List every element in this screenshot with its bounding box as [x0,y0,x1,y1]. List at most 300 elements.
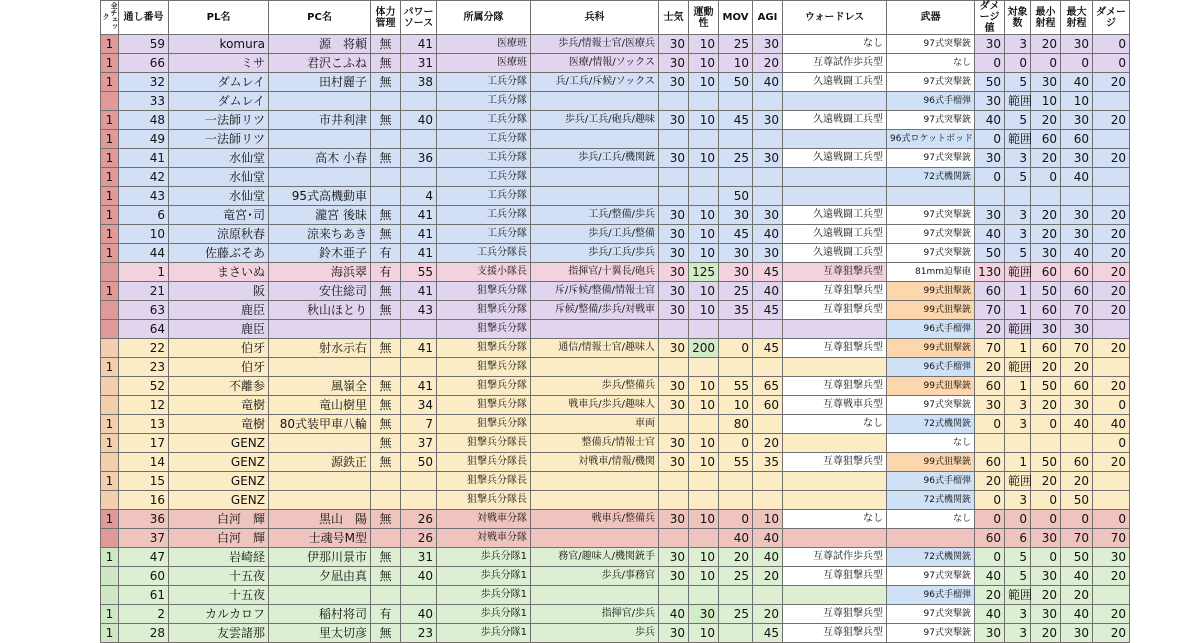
table-cell[interactable]: 40 [1061,73,1093,92]
table-cell[interactable]: 97式突撃銃 [887,396,975,415]
table-cell[interactable]: 70 [1093,529,1130,548]
table-cell[interactable] [401,92,437,111]
table-cell[interactable]: 10 [689,434,719,453]
table-cell[interactable]: 81mm迫撃砲 [887,263,975,282]
table-cell[interactable]: 65 [753,377,783,396]
table-cell[interactable]: 25 [719,605,753,624]
table-cell[interactable]: 0 [1061,54,1093,73]
table-cell[interactable]: 55 [719,377,753,396]
table-cell[interactable]: 36 [119,510,169,529]
table-cell[interactable]: 久遠戦闘工兵型 [783,149,887,168]
table-cell[interactable]: 互尊狙撃兵型 [783,339,887,358]
table-cell[interactable]: 99式狙撃銃 [887,282,975,301]
table-cell[interactable]: 0 [1093,35,1130,54]
table-cell[interactable]: 12 [119,396,169,415]
table-cell[interactable]: 無 [371,73,401,92]
table-cell[interactable]: 42 [119,168,169,187]
table-cell[interactable] [1061,187,1093,206]
table-cell[interactable] [689,130,719,149]
table-cell[interactable]: 狙撃兵分隊長 [437,491,531,510]
table-cell[interactable]: 40 [401,111,437,130]
table-cell[interactable]: 無 [371,54,401,73]
table-cell[interactable]: 40 [659,605,689,624]
table-cell[interactable]: 互尊狙撃兵型 [783,567,887,586]
column-header[interactable]: 武器 [887,1,975,35]
table-cell[interactable]: 互尊試作歩兵型 [783,54,887,73]
table-cell[interactable]: 30 [1061,111,1093,130]
table-cell[interactable]: 96式手榴弾 [887,472,975,491]
table-cell[interactable]: 60 [1031,301,1061,320]
table-cell[interactable]: 狙撃兵分隊 [437,415,531,434]
table-cell[interactable]: 無 [371,149,401,168]
table-cell[interactable]: 田村麗子 [269,73,371,92]
table-cell[interactable]: 96式ロケットボッド [887,130,975,149]
table-cell[interactable]: 5 [1005,111,1031,130]
table-cell[interactable]: 45 [719,111,753,130]
table-cell[interactable]: 0 [1031,168,1061,187]
table-cell[interactable]: 20 [1093,149,1130,168]
table-cell[interactable]: 鹿臣 [169,320,269,339]
table-cell[interactable]: 狙撃兵分隊 [437,358,531,377]
table-cell[interactable]: 10 [719,54,753,73]
table-cell[interactable]: 44 [119,244,169,263]
table-cell[interactable]: 40 [975,225,1005,244]
table-cell[interactable]: 兵/工兵/斥候/ソックス [531,73,659,92]
table-cell[interactable]: 鹿臣 [169,301,269,320]
table-cell[interactable]: 工兵分隊 [437,73,531,92]
table-cell[interactable]: 96式手榴弾 [887,320,975,339]
table-cell[interactable] [401,320,437,339]
table-cell[interactable]: 君沢こふね [269,54,371,73]
table-cell[interactable] [401,168,437,187]
table-cell[interactable] [689,472,719,491]
table-cell[interactable] [531,320,659,339]
table-cell[interactable]: 96式手榴弾 [887,586,975,605]
table-cell[interactable]: 61 [119,586,169,605]
table-cell[interactable] [1093,130,1130,149]
table-cell[interactable]: 1 [101,149,119,168]
table-cell[interactable]: 99式狙撃銃 [887,453,975,472]
table-cell[interactable] [371,168,401,187]
table-cell[interactable] [269,168,371,187]
table-cell[interactable]: 範囲 [1005,472,1031,491]
table-cell[interactable]: 10 [119,225,169,244]
table-cell[interactable]: 72式機関銃 [887,548,975,567]
table-cell[interactable] [401,358,437,377]
table-cell[interactable]: 1 [101,434,119,453]
column-header[interactable]: 所属分隊 [437,1,531,35]
table-cell[interactable]: 60 [1031,130,1061,149]
table-cell[interactable]: GENZ [169,434,269,453]
table-cell[interactable] [401,472,437,491]
table-cell[interactable] [659,491,689,510]
table-cell[interactable]: 範囲 [1005,263,1031,282]
table-cell[interactable]: 互尊狙撃兵型 [783,301,887,320]
table-cell[interactable]: 30 [719,244,753,263]
table-cell[interactable]: 十五夜 [169,586,269,605]
table-cell[interactable]: 60 [1031,339,1061,358]
table-cell[interactable]: 50 [1031,453,1061,472]
table-cell[interactable]: 無 [371,548,401,567]
table-cell[interactable]: 歩兵分隊1 [437,567,531,586]
table-cell[interactable]: 66 [119,54,169,73]
table-cell[interactable]: 20 [1031,225,1061,244]
table-cell[interactable]: 務官/趣味人/機関銃手 [531,548,659,567]
table-cell[interactable]: 狙撃兵分隊 [437,320,531,339]
table-cell[interactable]: 1 [101,472,119,491]
table-cell[interactable]: 30 [975,624,1005,643]
table-cell[interactable]: 20 [1093,453,1130,472]
table-cell[interactable] [531,529,659,548]
table-cell[interactable]: 久遠戦闘工兵型 [783,225,887,244]
table-cell[interactable]: 30 [753,111,783,130]
table-cell[interactable] [689,168,719,187]
table-cell[interactable]: 30 [659,35,689,54]
table-cell[interactable]: 59 [119,35,169,54]
table-cell[interactable]: 10 [689,567,719,586]
table-cell[interactable] [101,453,119,472]
table-cell[interactable]: 無 [371,282,401,301]
table-cell[interactable]: 狙撃兵分隊 [437,377,531,396]
table-cell[interactable]: 70 [1061,339,1093,358]
table-cell[interactable]: 竜宮･司 [169,206,269,225]
table-cell[interactable] [659,92,689,111]
table-cell[interactable]: 23 [119,358,169,377]
table-cell[interactable]: 20 [1093,282,1130,301]
table-cell[interactable] [753,586,783,605]
table-cell[interactable]: 0 [719,510,753,529]
table-cell[interactable] [753,491,783,510]
table-cell[interactable] [719,491,753,510]
table-cell[interactable]: 斥/斥候/整備/情報士官 [531,282,659,301]
table-cell[interactable] [531,358,659,377]
table-cell[interactable]: 20 [1093,244,1130,263]
table-cell[interactable] [1093,187,1130,206]
table-cell[interactable] [371,130,401,149]
table-cell[interactable] [753,320,783,339]
table-cell[interactable] [1031,187,1061,206]
table-cell[interactable] [659,358,689,377]
table-cell[interactable]: 16 [119,491,169,510]
table-cell[interactable]: 21 [119,282,169,301]
table-cell[interactable]: 60 [975,377,1005,396]
table-cell[interactable]: 80式装甲車八輪 [269,415,371,434]
table-cell[interactable]: 10 [689,35,719,54]
table-cell[interactable] [783,586,887,605]
table-cell[interactable]: 1 [101,244,119,263]
table-cell[interactable]: 歩兵 [531,624,659,643]
table-cell[interactable]: 歩兵分隊1 [437,586,531,605]
table-cell[interactable]: 130 [975,263,1005,282]
table-cell[interactable]: 10 [689,111,719,130]
table-cell[interactable]: 25 [719,35,753,54]
table-cell[interactable]: 40 [753,225,783,244]
table-cell[interactable]: 30 [1061,225,1093,244]
column-header[interactable]: PC名 [269,1,371,35]
table-cell[interactable]: 40 [1061,415,1093,434]
table-cell[interactable]: 伯牙 [169,358,269,377]
table-cell[interactable]: 40 [1061,567,1093,586]
table-cell[interactable]: 30 [659,73,689,92]
table-cell[interactable]: 97式突撃銃 [887,244,975,263]
table-cell[interactable] [101,396,119,415]
table-cell[interactable] [371,529,401,548]
table-cell[interactable]: 40 [1061,605,1093,624]
table-cell[interactable]: 30 [659,225,689,244]
table-cell[interactable]: 45 [753,301,783,320]
table-cell[interactable]: 26 [401,510,437,529]
table-cell[interactable]: 40 [401,567,437,586]
table-cell[interactable]: 無 [371,567,401,586]
table-cell[interactable]: 70 [975,301,1005,320]
table-cell[interactable] [1005,434,1031,453]
table-cell[interactable]: 200 [689,339,719,358]
table-cell[interactable]: 60 [975,453,1005,472]
table-cell[interactable]: 3 [1005,415,1031,434]
table-cell[interactable]: 20 [975,472,1005,491]
table-cell[interactable]: 対戦車/情報/機関 [531,453,659,472]
table-cell[interactable]: 戦車兵/整備兵 [531,510,659,529]
table-cell[interactable]: 互尊狙撃兵型 [783,605,887,624]
table-cell[interactable]: 30 [1031,605,1061,624]
table-cell[interactable]: 20 [1093,263,1130,282]
table-cell[interactable]: 無 [371,35,401,54]
column-header[interactable]: 最大射程 [1061,1,1093,35]
table-cell[interactable]: 30 [659,282,689,301]
table-cell[interactable] [531,92,659,111]
table-cell[interactable]: 30 [1093,548,1130,567]
table-cell[interactable]: 無 [371,339,401,358]
column-header[interactable]: 兵科 [531,1,659,35]
table-cell[interactable]: 41 [401,339,437,358]
table-cell[interactable]: 戦車兵/歩兵/趣味人 [531,396,659,415]
table-cell[interactable]: 狙撃兵分隊長 [437,453,531,472]
table-cell[interactable]: 45 [753,263,783,282]
table-cell[interactable]: 支援小隊長 [437,263,531,282]
table-cell[interactable] [1061,434,1093,453]
table-cell[interactable]: 1 [101,510,119,529]
table-cell[interactable]: 96式手榴弾 [887,358,975,377]
table-cell[interactable]: 30 [1031,244,1061,263]
table-cell[interactable]: 13 [119,415,169,434]
table-cell[interactable] [269,358,371,377]
table-cell[interactable] [371,472,401,491]
table-cell[interactable]: 1 [101,415,119,434]
table-cell[interactable]: 72式機関銃 [887,168,975,187]
table-cell[interactable]: 20 [753,434,783,453]
table-cell[interactable]: 10 [689,244,719,263]
table-cell[interactable]: 一法師リツ [169,130,269,149]
table-cell[interactable]: 60 [1061,453,1093,472]
table-cell[interactable]: 97式突撃銃 [887,567,975,586]
table-cell[interactable]: 5 [1005,548,1031,567]
table-cell[interactable] [719,624,753,643]
table-cell[interactable] [659,472,689,491]
table-cell[interactable]: 72式機関銃 [887,491,975,510]
table-cell[interactable]: 十五夜 [169,567,269,586]
table-cell[interactable]: 夕凪由真 [269,567,371,586]
table-cell[interactable]: 水仙堂 [169,187,269,206]
table-cell[interactable]: 30 [659,453,689,472]
table-cell[interactable]: 久遠戦闘工兵型 [783,111,887,130]
table-cell[interactable]: 1 [101,168,119,187]
table-cell[interactable] [689,491,719,510]
table-cell[interactable]: 1 [101,35,119,54]
table-cell[interactable]: 30 [975,92,1005,111]
table-cell[interactable] [783,434,887,453]
table-cell[interactable]: 互尊狙撃兵型 [783,624,887,643]
table-cell[interactable] [1093,320,1130,339]
table-cell[interactable]: 20 [1061,586,1093,605]
table-cell[interactable]: 99式狙撃銃 [887,301,975,320]
table-cell[interactable]: 5 [1005,168,1031,187]
table-cell[interactable] [783,168,887,187]
table-cell[interactable] [659,415,689,434]
table-cell[interactable]: 里太切彦 [269,624,371,643]
table-cell[interactable]: 25 [719,149,753,168]
table-cell[interactable]: 45 [753,339,783,358]
table-cell[interactable]: 工兵分隊 [437,92,531,111]
table-cell[interactable]: 28 [119,624,169,643]
table-cell[interactable]: 20 [753,54,783,73]
table-cell[interactable]: 10 [689,453,719,472]
table-cell[interactable]: 歩兵/事務官 [531,567,659,586]
table-cell[interactable]: 高木 小春 [269,149,371,168]
table-cell[interactable]: 歩兵分隊1 [437,605,531,624]
table-cell[interactable]: 風嶺全 [269,377,371,396]
table-cell[interactable]: GENZ [169,472,269,491]
table-cell[interactable]: 60 [975,529,1005,548]
table-cell[interactable]: 狙撃兵分隊長 [437,434,531,453]
table-cell[interactable] [531,187,659,206]
column-header[interactable]: ダメージ値 [975,1,1005,35]
table-cell[interactable] [401,130,437,149]
table-cell[interactable]: 97式突撃銃 [887,35,975,54]
table-cell[interactable]: 無 [371,453,401,472]
table-cell[interactable]: 40 [1061,244,1093,263]
table-cell[interactable] [753,415,783,434]
table-cell[interactable]: 工兵分隊 [437,149,531,168]
table-cell[interactable]: 狙撃兵分隊 [437,282,531,301]
table-cell[interactable] [101,263,119,282]
table-cell[interactable]: 20 [1031,472,1061,491]
table-cell[interactable]: 49 [119,130,169,149]
table-cell[interactable]: 41 [401,206,437,225]
table-cell[interactable]: 範囲 [1005,92,1031,111]
table-cell[interactable]: 0 [975,130,1005,149]
table-cell[interactable] [783,320,887,339]
table-cell[interactable]: 30 [659,396,689,415]
table-cell[interactable] [719,472,753,491]
table-cell[interactable]: 互尊狙撃兵型 [783,263,887,282]
table-cell[interactable]: 士魂号M型 [269,529,371,548]
table-cell[interactable]: 岩崎経 [169,548,269,567]
table-cell[interactable]: 竜樹 [169,415,269,434]
table-cell[interactable] [371,358,401,377]
table-cell[interactable]: なし [887,510,975,529]
table-cell[interactable]: 41 [401,225,437,244]
table-cell[interactable]: 45 [753,624,783,643]
table-cell[interactable]: 歩兵/工兵/整備 [531,225,659,244]
table-cell[interactable]: 0 [1031,510,1061,529]
table-cell[interactable]: 20 [1093,605,1130,624]
table-cell[interactable]: 70 [1061,301,1093,320]
column-header[interactable]: ダメージ [1093,1,1130,35]
table-cell[interactable]: 工兵/整備/歩兵 [531,206,659,225]
table-cell[interactable]: 1 [1005,339,1031,358]
table-cell[interactable]: 40 [753,282,783,301]
table-cell[interactable]: 34 [401,396,437,415]
table-cell[interactable]: 80 [719,415,753,434]
table-cell[interactable]: 4 [401,187,437,206]
table-cell[interactable]: 20 [1061,358,1093,377]
table-cell[interactable]: 6 [1005,529,1031,548]
table-cell[interactable]: 60 [1061,282,1093,301]
table-cell[interactable]: 有 [371,244,401,263]
table-cell[interactable]: 10 [689,548,719,567]
table-cell[interactable]: 30 [753,244,783,263]
table-cell[interactable]: 50 [975,244,1005,263]
table-cell[interactable]: まさいぬ [169,263,269,282]
table-cell[interactable] [101,377,119,396]
table-cell[interactable]: 50 [719,187,753,206]
table-cell[interactable]: 稲村将司 [269,605,371,624]
table-cell[interactable]: 1 [101,548,119,567]
table-cell[interactable]: 対戦車分隊 [437,529,531,548]
table-cell[interactable]: 47 [119,548,169,567]
table-cell[interactable]: 互尊狙撃兵型 [783,377,887,396]
table-cell[interactable]: 不離参 [169,377,269,396]
table-cell[interactable]: 狙撃兵分隊 [437,339,531,358]
column-header[interactable]: パワーソース [401,1,437,35]
table-cell[interactable]: 水仙堂 [169,168,269,187]
table-cell[interactable]: 範囲 [1005,320,1031,339]
table-cell[interactable]: 狙撃兵分隊 [437,301,531,320]
table-cell[interactable]: 41 [401,377,437,396]
table-cell[interactable] [753,358,783,377]
table-cell[interactable]: 50 [1031,282,1061,301]
table-cell[interactable]: 43 [119,187,169,206]
table-cell[interactable]: 歩兵分隊1 [437,624,531,643]
column-header[interactable]: 全チェック [101,1,119,35]
table-cell[interactable]: 40 [753,529,783,548]
table-cell[interactable]: 無 [371,624,401,643]
table-cell[interactable] [719,586,753,605]
table-cell[interactable]: 無 [371,396,401,415]
column-header[interactable]: 運動性 [689,1,719,35]
table-cell[interactable]: 30 [659,206,689,225]
column-header[interactable]: ウォードレス [783,1,887,35]
table-cell[interactable]: 31 [401,54,437,73]
table-cell[interactable]: 0 [975,415,1005,434]
table-cell[interactable]: 久遠戦闘工兵型 [783,244,887,263]
table-cell[interactable] [269,130,371,149]
table-cell[interactable]: 範囲 [1005,586,1031,605]
table-cell[interactable] [753,130,783,149]
table-cell[interactable]: 無 [371,301,401,320]
table-cell[interactable] [269,320,371,339]
table-cell[interactable] [753,168,783,187]
table-cell[interactable]: 50 [401,453,437,472]
table-cell[interactable] [975,434,1005,453]
table-cell[interactable]: 30 [753,149,783,168]
table-cell[interactable] [783,187,887,206]
table-cell[interactable]: 1 [101,605,119,624]
table-cell[interactable]: 1 [1005,377,1031,396]
table-cell[interactable]: 1 [101,187,119,206]
table-cell[interactable]: GENZ [169,453,269,472]
table-cell[interactable]: 1 [101,206,119,225]
